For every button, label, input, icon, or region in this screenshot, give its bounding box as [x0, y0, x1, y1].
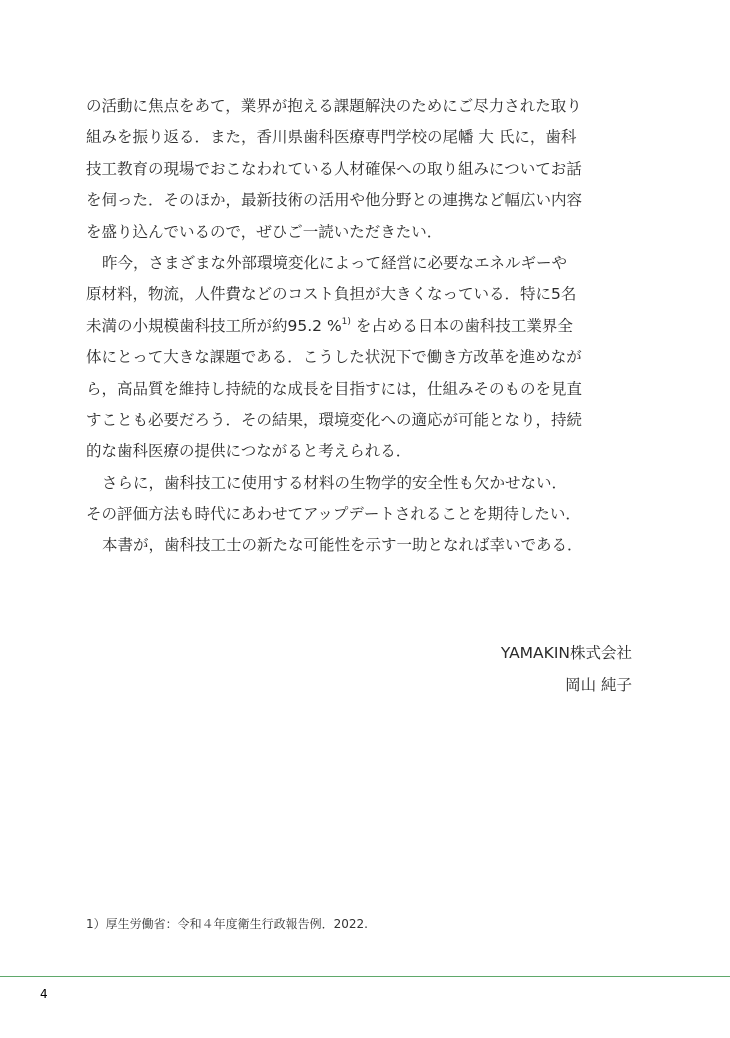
signature-company: YAMAKIN株式会社	[500, 644, 632, 662]
text-line: を伺った．そのほか，最新技術の活用や他分野との連携など幅広い内容	[86, 191, 583, 210]
footer-divider	[0, 976, 730, 977]
signature-block	[501, 637, 632, 701]
text-line: 体にとって大きな課題である．こうした状況下で働き方改革を進めなが	[86, 348, 582, 367]
footnote: 1）厚生労働省：令和４年度衛生行政報告例．2022.	[86, 917, 368, 931]
text-segment: 未満の小規模歯科技工所が約95.2 %	[86, 316, 342, 335]
text-line: を盛り込んでいるので，ぜひご一読いただきたい．	[86, 222, 443, 241]
text-line: の活動に焦点をあて，業界が抱える課題解決のためにご尽力された取り	[86, 97, 582, 115]
page-number: 4	[40, 987, 48, 1001]
text-line: その評価方法も時代にあわせてアップデートされることを期待したい．	[86, 505, 581, 524]
text-line: 的な歯科医療の提供につながると考えられる．	[86, 442, 412, 461]
text-line: すことも必要だろう．その結果，環境変化への適応が可能となり，持続	[86, 410, 583, 429]
body-text	[86, 91, 646, 562]
text-segment: を占める日本の歯科技工業界全	[350, 316, 573, 335]
text-line: ら，高品質を維持し持続的な成長を目指すには，仕組みそのものを見直	[86, 379, 583, 398]
signature-name: 岡山 純子	[565, 676, 632, 694]
text-line-with-footnote-ref	[86, 311, 646, 342]
text-line: 原材料，物流，人件費などのコスト負担が大きくなっている．特に5名	[86, 285, 577, 304]
text-line: 本書が，歯科技工士の新たな可能性を示す一助となれば幸いである．	[102, 536, 583, 555]
text-line: 昨今，さまざまな外部環境変化によって経営に必要なエネルギーや	[102, 253, 568, 272]
text-line: 技工教育の現場でおこなわれている人材確保への取り組みについてお話	[86, 159, 582, 178]
footnote-reference: 1)	[341, 316, 351, 327]
text-line: さらに，歯科技工に使用する材料の生物学的安全性も欠かせない．	[102, 473, 568, 492]
text-line: 組みを振り返る．また，香川県歯科医療専門学校の尾幡 大 氏に，歯科	[86, 128, 577, 147]
